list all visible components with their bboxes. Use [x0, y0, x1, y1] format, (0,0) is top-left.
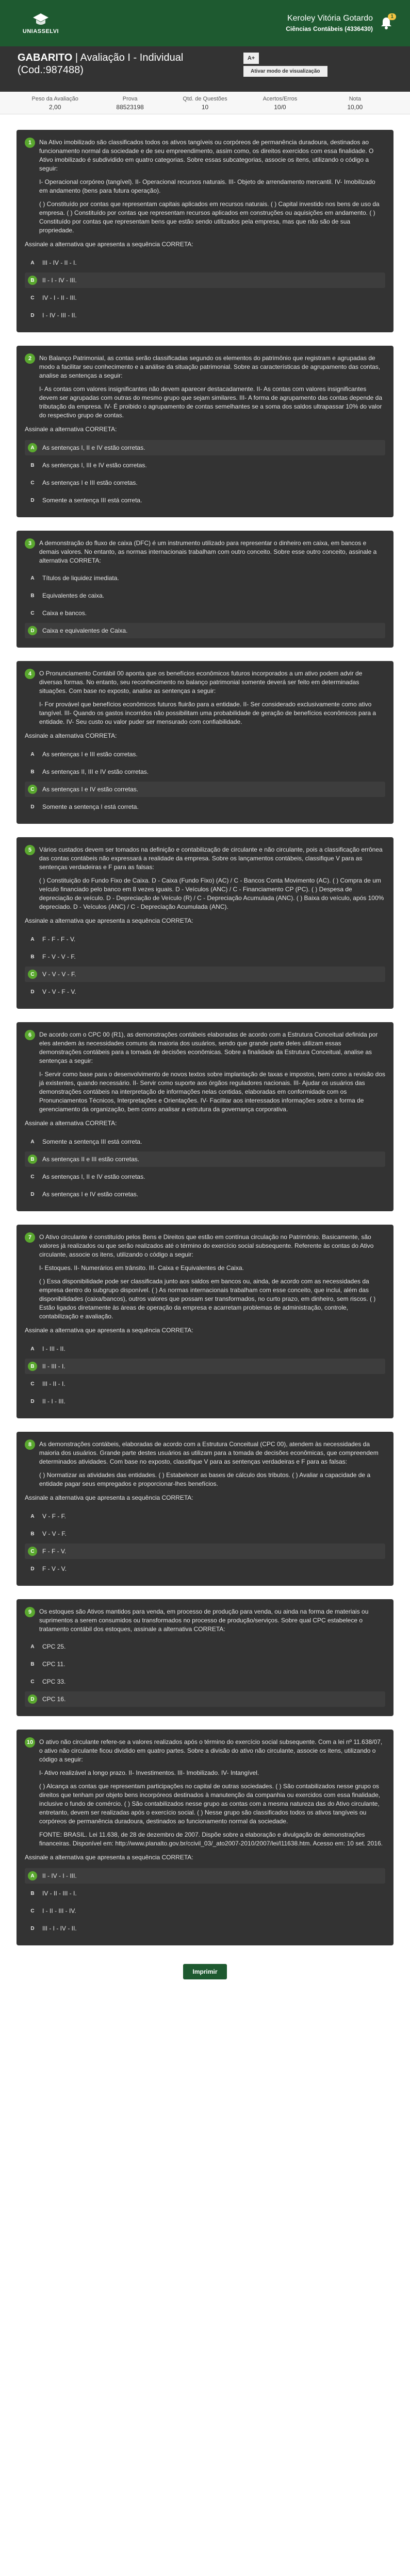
answer-option[interactable] [25, 308, 385, 323]
option-letter: A [30, 1643, 35, 1650]
font-size-button[interactable]: A+ [243, 53, 259, 64]
answer-option[interactable] [25, 1509, 385, 1524]
answer-option-correct[interactable] [25, 1868, 385, 1884]
option-text: II - IV - I - III. [42, 1872, 77, 1879]
answer-options [25, 1134, 385, 1202]
option-text: As sentenças I, II e IV estão corretas. [42, 444, 145, 451]
question-paragraph: Os estoques são Ativos mantidos para venda, em processo de produção para venda, ou ainda na forma de materiais ou suprimentos a serem consumidos ou transformados no processo de produção/serviços. Sobre qual CPC estabelece o tratamento contábil dos estoques, assinale a alternativa CORRETA: [39, 1608, 369, 1633]
option-letter: A [30, 751, 35, 757]
option-letter: D [30, 1925, 35, 1931]
option-text: I - III - II. [42, 1345, 65, 1352]
question-number: 2 [25, 353, 35, 364]
question-number: 9 [25, 1607, 35, 1617]
question-card [17, 130, 393, 332]
question-text [39, 1233, 385, 1321]
question-paragraph: I- Operacional corpóreo (tangível). II- Operacional recursos naturais. III- Objeto de arrendamento mercantil. IV- Imobilizado em andamento (bens para futura operação). [39, 178, 375, 194]
option-letter: B [30, 1890, 35, 1896]
option-text: CPC 11. [42, 1660, 65, 1668]
answer-option[interactable] [25, 1561, 385, 1577]
question-paragraph: FONTE: BRASIL. Lei 11.638, de 28 de dezembro de 2007. Dispõe sobre a elaboração e divulgação de demonstrações financeiras. Disponível em: http://www.planalto.gov.br/ccivil_03/_ato2007-2010/2007/lei/l11638.htm. Acesso em: 10 set. 2016. [39, 1831, 383, 1847]
option-text: V - V - F - V. [42, 988, 76, 995]
option-text: Títulos de liquidez imediata. [42, 574, 119, 582]
option-letter: C [30, 295, 35, 301]
question-paragraph: ( ) Alcança as contas que representam participações no capital de outras sociedades. ( ) São contabilizados nesse grupo os direitos que tenham por objeto bens incorpóreos destinados à manutenção da companhia ou exercidos com essa finalidade, inclusive o fundo de comércio. ( ) São contabilizados nesse grupo as contas com a mesma natureza das do Ativo circulante, entretanto, devem ser realizadas após o exercício social. ( ) Nesse grupo são classificados todos os ativos tangíveis ou corpóreos de permanência duradoura, destinados ao funcionamento normal da sociedade. [39, 1783, 381, 1825]
option-letter: C [28, 970, 37, 979]
option-text: F - F - F - V. [42, 935, 76, 943]
question-number: 4 [25, 669, 35, 679]
notification-badge: 1 [388, 13, 396, 20]
answer-option[interactable] [25, 949, 385, 964]
option-text: As sentenças I e IV estão corretas. [42, 785, 139, 793]
question-card [17, 1730, 393, 1945]
option-letter: D [30, 989, 35, 995]
question-paragraph: As demonstrações contábeis, elaboradas de acordo com a Estrutura Conceitual (CPC 00), atendem às necessidades da maioria dos usuários. Grande parte destes usuários as utilizam para a tomada de decisões econômicas, que compreendem determinados atividades. Com base no exposto, classifique V para as sentenças verdadeiras e F para as falsas: [39, 1440, 379, 1465]
option-letter: A [30, 260, 35, 266]
answer-options [25, 1509, 385, 1577]
answer-option-correct[interactable] [25, 782, 385, 797]
user-course: Ciências Contábeis (4336430) [286, 25, 373, 32]
option-text: Somente a sentença I está correta. [42, 803, 139, 810]
option-letter: B [30, 1661, 35, 1667]
answer-option[interactable] [25, 1394, 385, 1409]
answer-option-correct[interactable] [25, 623, 385, 638]
answer-option[interactable] [25, 1903, 385, 1919]
question-text [39, 1607, 385, 1634]
option-text: II - I - III. [42, 1397, 65, 1405]
option-letter: C [30, 1908, 35, 1914]
footer [0, 1959, 410, 2000]
question-prompt: Assinale a alternativa que apresenta a sequência CORRETA: [25, 1494, 193, 1501]
question-card [17, 1432, 393, 1586]
question-paragraph: I- As contas com valores insignificantes não devem aparecer destacadamente. II- As contas com valores insignificantes devem ser agrupadas com outras do mesmo grupo que sejam similares. III- A forma de agrupamento das contas depende da tributação da empresa. IV- É proibido o agrupamento de contas semelhantes se a soma dos saldos ultrapassar 10% do valor do respectivo grupo de contas. [39, 385, 383, 419]
question-number: 8 [25, 1439, 35, 1450]
option-text: III - I - IV - II. [42, 1924, 77, 1932]
question-paragraph: O ativo não circulante refere-se a valores realizados após o término do exercício social subsequente. Com a lei nº 11.638/07, o ativo não circulante ficou dividido em quatro partes. Sobre a divisão do ativo não circulante, associe os itens, utilizando o código a seguir: [39, 1738, 383, 1763]
answer-option[interactable] [25, 1169, 385, 1184]
question-paragraph: ( ) Essa disponibilidade pode ser classificada junto aos saldos em bancos ou, ainda, de acordo com as necessidades da empresa dentro do subgrupo disponível. ( ) As normas internacionais trabalham com esse conceito, que inclui, além das disponibilidades (caixa/bancos), outros valores que possam ser transformados, no curto prazo, em dinheiro, sem riscos. ( ) Estão ligados diretamente às áreas de operação da empresa e acarretam problemas de administração, controle, contabilização e avaliação. [39, 1278, 376, 1320]
option-letter: D [30, 312, 35, 318]
user-area [286, 14, 392, 32]
answer-option-correct[interactable] [25, 967, 385, 982]
answer-option[interactable] [25, 1134, 385, 1149]
option-text: IV - II - III - I. [42, 1889, 77, 1897]
answer-option[interactable] [25, 475, 385, 490]
question-text [39, 1440, 385, 1488]
question-paragraph: O Ativo circulante é constituído pelos Bens e Direitos que estão em contínua circulação no Patrimônio. Basicamente, são valores já realizados ou que serão realizados até o término do exercício social subsequente. Referente às contas do Ativo circulante, associe os itens, utilizando o código a seguir: [39, 1233, 374, 1258]
option-text: CPC 16. [42, 1695, 66, 1703]
option-letter: A [30, 1139, 35, 1145]
answer-option[interactable] [25, 1341, 385, 1357]
answer-option-correct[interactable] [25, 1151, 385, 1167]
option-text: IV - I - II - III. [42, 294, 77, 301]
option-letter: D [28, 1694, 37, 1704]
view-mode-button[interactable]: Ativar modo de visualização [243, 66, 327, 77]
answer-option[interactable] [25, 799, 385, 815]
answer-option-correct[interactable] [25, 273, 385, 288]
option-letter: B [28, 276, 37, 285]
answer-options [25, 931, 385, 999]
question-paragraph: I- Ativo realizável a longo prazo. II- Investimentos. III- Imobilizado. IV- Intangível. [39, 1769, 259, 1776]
option-text: As sentenças I, III e IV estão corretas. [42, 461, 147, 469]
option-letter: C [30, 1174, 35, 1180]
question-paragraph: ( ) Constituído por contas que representam capitais aplicados em recursos naturais. ( ) Capital investido nos bens de uso da empresa. ( ) Constituído por contas que representam recursos aplicados em construções ou aquisições em andamento. ( ) Constituído por contas que representam bens que estão sendo utilizados pela empresa, mas que não são de sua propriedade. [39, 200, 380, 234]
page-title: GABARITO | Avaliação I - Individual [18, 52, 184, 63]
option-letter: D [30, 1398, 35, 1404]
option-letter: A [30, 936, 35, 942]
question-number: 6 [25, 1030, 35, 1040]
answer-option[interactable] [25, 747, 385, 762]
answer-option[interactable] [25, 1376, 385, 1392]
option-letter: D [30, 1191, 35, 1197]
question-paragraph: No Balanço Patrimonial, as contas serão classificadas segundo os elementos do patrimônio que registram e agrupadas de modo a facilitar seu conhecimento e a análise da situação patrimonial. Sobre as características de agrupamento das contas, analise as sentenças a seguir: [39, 354, 381, 379]
question-text [39, 138, 385, 235]
stat-question-count: Qtd. de Questões 10 [183, 96, 227, 111]
question-text [39, 1738, 385, 1848]
answer-options [25, 1341, 385, 1409]
question-prompt: Assinale a alternativa que apresenta a sequência CORRETA: [25, 917, 193, 924]
option-text: Caixa e equivalentes de Caixa. [42, 626, 128, 634]
question-paragraph: I- Estoques. II- Numerários em trânsito. III- Caixa e Equivalentes de Caixa. [39, 1264, 244, 1272]
brand-logo[interactable] [18, 12, 64, 35]
question-text [39, 354, 385, 420]
answer-option-correct[interactable] [25, 1359, 385, 1374]
answer-option[interactable] [25, 255, 385, 270]
question-card [17, 837, 393, 1009]
stat-grade: Nota 10,00 [347, 96, 363, 111]
option-letter: A [30, 1346, 35, 1352]
option-letter: C [28, 1547, 37, 1556]
option-letter: A [28, 443, 37, 452]
question-paragraph: I- Servir como base para o desenvolvimento de novos textos sobre implantação de taxas e impostos, bem como a revisão dos já existentes, quando necessário. II- Servir como suporte aos órgãos reguladores nacionais. III- Ajudar os usuários das demonstrações contábeis na interpretação de informações nelas contidas, elaboradas em conformidade com os Pronunciamentos Técnicos, Interpretações e Orientações. IV- Facilitar aos interessados informações sobre a forma de gerenciamento da organização, bem como analisar a estrutura da governança corporativa. [39, 1071, 386, 1113]
answer-option-correct[interactable] [25, 1544, 385, 1559]
option-text: F - V - V. [42, 1565, 67, 1572]
answer-options [25, 1868, 385, 1936]
option-letter: C [30, 1679, 35, 1685]
option-text: V - V - F. [42, 1530, 67, 1537]
answer-option[interactable] [25, 1526, 385, 1541]
option-letter: B [30, 1531, 35, 1537]
option-text: As sentenças I, II e IV estão corretas. [42, 1173, 145, 1180]
question-prompt: Assinale a alternativa CORRETA: [25, 732, 117, 739]
option-text: Somente a sentença III está correta. [42, 496, 142, 504]
answer-options [25, 570, 385, 638]
question-paragraph: A demonstração do fluxo de caixa (DFC) é um instrumento utilizado para representar o dinheiro em caixa, em bancos e demais valores. No entanto, as normas internacionais trabalham com outro conceito. Sobre esse outro conceito, assinale a alternativa CORRETA: [39, 539, 377, 564]
option-letter: B [28, 1362, 37, 1371]
answer-option-correct[interactable] [25, 440, 385, 455]
answer-option[interactable] [25, 1921, 385, 1936]
answer-option[interactable] [25, 1187, 385, 1202]
question-text [39, 1030, 385, 1114]
question-prompt: Assinale a alternativa CORRETA: [25, 1120, 117, 1127]
exam-stats [0, 92, 410, 114]
answer-options [25, 440, 385, 508]
option-text: F - V - V - F. [42, 953, 76, 960]
option-letter: C [28, 785, 37, 794]
question-prompt: Assinale a alternativa que apresenta a sequência CORRETA: [25, 1854, 193, 1861]
answer-option[interactable] [25, 605, 385, 621]
option-letter: D [30, 804, 35, 810]
exam-code: (Cod.:987488) [18, 64, 84, 76]
option-text: V - V - V - F. [42, 970, 76, 978]
option-letter: C [30, 610, 35, 616]
answer-options [25, 747, 385, 815]
answer-option[interactable] [25, 493, 385, 508]
option-letter: B [30, 462, 35, 468]
question-paragraph: I- For provável que benefícios econômicos futuros fluirão para a entidade. II- Ser considerado exclusivamente como ativo tangível. III- Quando os gastos incorridos não possibilitam uma probabilidade de geração de benefícios econômicos para a entidade. IV- Seu custo ou valor puder ser mensurado com confiabilidade. [39, 701, 376, 725]
answer-option[interactable] [25, 570, 385, 586]
logo-icon [32, 12, 50, 27]
question-card [17, 1599, 393, 1716]
answer-option[interactable] [25, 764, 385, 779]
answer-option-correct[interactable] [25, 1691, 385, 1707]
option-text: I - II - III - IV. [42, 1907, 76, 1914]
question-paragraph: Vários custados devem ser tomados na definição e contabilização de circulante e não circulante, pois a classificação errônea das contas contábeis não expressará a realidade da empresa. Sobre os lançamentos contábeis, classifique V para as sentenças verdadeiras e F para as falsas: [39, 846, 383, 871]
option-text: As sentenças II e III estão corretas. [42, 1155, 140, 1163]
answer-option[interactable] [25, 984, 385, 999]
answer-option[interactable] [25, 457, 385, 473]
question-paragraph: Na Ativo imobilizado são classificados todos os ativos tangíveis ou corpóreos de permanência duradoura, destinados ao funcionamento normal da sociedade e de seu empreendimento, assim como, os direitos exercidos com essa finalidade. O Ativo imobilizado é subdividido em quatro categorias. Sobre essas subcategorias, associe os itens, utilizando o código a seguir: [39, 139, 374, 172]
answer-option[interactable] [25, 588, 385, 603]
question-number: 7 [25, 1232, 35, 1243]
notifications-button[interactable] [380, 16, 392, 30]
answer-options [25, 1639, 385, 1707]
option-text: As sentenças I e IV estão corretas. [42, 1190, 139, 1198]
option-text: As sentenças I e III estão corretas. [42, 479, 138, 486]
answer-option[interactable] [25, 1674, 385, 1689]
answer-option[interactable] [25, 931, 385, 947]
question-prompt: Assinale a alternativa que apresenta a sequência CORRETA: [25, 1327, 193, 1334]
option-letter: C [30, 480, 35, 486]
option-text: II - I - IV - III. [42, 276, 77, 284]
option-text: I - IV - III - II. [42, 311, 77, 319]
option-text: CPC 33. [42, 1677, 66, 1685]
question-prompt: Assinale a alternativa CORRETA: [25, 426, 117, 433]
question-card [17, 1225, 393, 1418]
question-text [39, 669, 385, 726]
question-card [17, 1022, 393, 1211]
answer-option[interactable] [25, 1639, 385, 1654]
question-paragraph: ( ) Constituição do Fundo Fixo de Caixa. D - Caixa (Fundo Fixo) (AC) / C - Bancos Conta Movimento (AC). ( ) Compra de um veículo financiado pelo banco em 8 vezes iguais. D - Veículos (ANC) / C - Financiamento CP (PC). ( ) Despesa de depreciação de veículo. D - Depreciação de Veículo (R) / C - Depreciação Acumulada (ANC). ( ) Baixa do veículo, após 100% depreciado. D - Veículos (ANC) / C - Depreciação Acumulada (ANC). [39, 877, 384, 910]
option-text: F - F - V. [42, 1547, 67, 1555]
option-letter: D [28, 626, 37, 635]
question-card [17, 346, 393, 517]
option-letter: B [30, 769, 35, 775]
question-text [39, 845, 385, 911]
option-letter: B [30, 954, 35, 960]
print-button[interactable]: Imprimir [183, 1964, 226, 1979]
option-text: III - II - I. [42, 1380, 65, 1387]
option-text: Somente a sentença III está correta. [42, 1138, 142, 1145]
option-text: Equivalentes de caixa. [42, 591, 105, 599]
option-letter: A [28, 1871, 37, 1880]
answer-option[interactable] [25, 1656, 385, 1672]
option-letter: D [30, 1566, 35, 1572]
option-text: As sentenças I e III estão corretas. [42, 750, 138, 758]
stat-hits-misses: Acertos/Erros 10/0 [263, 96, 298, 111]
question-prompt: Assinale a alternativa que apresenta a sequência CORRETA: [25, 241, 193, 248]
top-bar [0, 0, 410, 46]
option-letter: B [28, 1155, 37, 1164]
stat-weight: Peso da Avaliação 2,00 [31, 96, 78, 111]
option-text: Caixa e bancos. [42, 609, 87, 617]
answer-option[interactable] [25, 1886, 385, 1901]
title-bar [0, 46, 410, 92]
question-number: 1 [25, 138, 35, 148]
question-number: 5 [25, 845, 35, 855]
user-name[interactable]: Keroley Vitória Gotardo [287, 14, 373, 23]
question-card [17, 531, 393, 648]
option-text: III - IV - II - I. [42, 259, 77, 266]
answer-options [25, 255, 385, 323]
brand-name: UNIASSELVI [22, 28, 59, 35]
option-text: II - III - I. [42, 1362, 65, 1370]
question-number: 10 [25, 1737, 35, 1748]
question-text [39, 539, 385, 565]
option-text: V - F - F. [42, 1512, 66, 1520]
question-paragraph: O Pronunciamento Contábil 00 aponta que os benefícios econômicos futuros incorporados a um ativo podem advir de diversas formas. No entanto, seu reconhecimento no balanço patrimonial somente deverá ser feito em determinadas situações. Com base no exposto, analise as sentenças a seguir: [39, 670, 363, 694]
option-letter: B [30, 592, 35, 599]
option-letter: A [30, 575, 35, 581]
question-paragraph: ( ) Normatizar as atividades das entidades. ( ) Estabelecer as bases de cálculo dos tributos. ( ) Avaliar a capacidade de a entidade pagar seus empregados e proporcionar-lhes benefícios. [39, 1471, 371, 1487]
option-text: As sentenças II, III e IV estão corretas. [42, 768, 149, 775]
answer-option[interactable] [25, 290, 385, 306]
option-letter: A [30, 1513, 35, 1519]
question-number: 3 [25, 538, 35, 549]
question-list [0, 114, 410, 1945]
option-text: CPC 25. [42, 1642, 66, 1650]
question-paragraph: De acordo com o CPC 00 (R1), as demonstrações contábeis elaboradas de acordo com a Estrutura Conceitual definida por eles atendem às necessidades comuns da maioria dos usuários, sendo que grande parte deles utilizam essas demonstrações contábeis para a tomada de decisões econômicas. Sobre a finalidade da Estrutura Conceitual, analise as sentenças a seguir: [39, 1031, 378, 1064]
stat-exam: Prova 88523198 [116, 96, 144, 111]
question-card [17, 661, 393, 824]
option-letter: D [30, 497, 35, 503]
option-letter: C [30, 1381, 35, 1387]
